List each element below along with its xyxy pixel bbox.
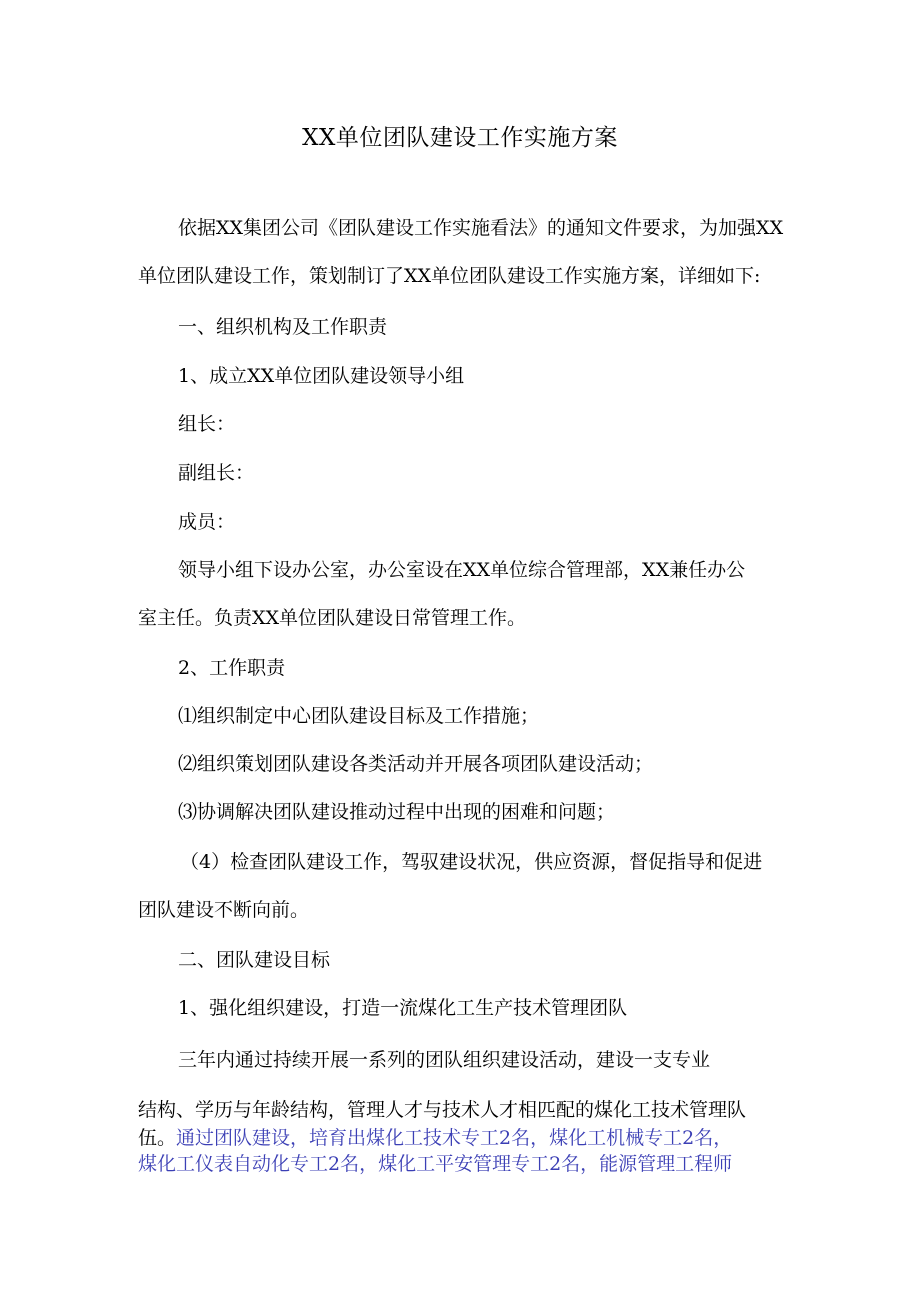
paragraph-line: 单位团队建设工作，策划制订了XX单位团队建设工作实施方案，详细如下: (138, 265, 761, 287)
members-label: 成员： (178, 511, 236, 533)
paragraph-line: 依据XX集团公司《团队建设工作实施看法》的通知文件要求，为加强XX (178, 217, 784, 239)
paragraph-line: 领导小组下设办公室，办公室设在XX单位综合管理部，XX兼任办公 (178, 559, 746, 581)
section-heading: 二、团队建设目标 (178, 949, 331, 971)
list-item: ⑶协调解决团队建设推动过程中出现的困难和问题； (178, 801, 616, 823)
paragraph-line: 三年内通过持续开展一系列的团队组织建设活动，建设一支专业 (178, 1049, 711, 1071)
section-heading: 一、组织机构及工作职责 (178, 316, 388, 338)
highlighted-paragraph-line: 煤化工仪表自动化专工2名，煤化工平安管理专工2名，能源管理工程师 (138, 1153, 733, 1175)
group-leader-label: 组长： (178, 413, 236, 435)
deputy-leader-label: 副组长： (178, 462, 255, 484)
paragraph-line: 室主任。负责XX单位团队建设日常管理工作。 (138, 607, 527, 629)
paragraph-line (138, 1124, 732, 1152)
subsection-heading: 2、工作职责 (178, 657, 286, 679)
document-title: XX单位团队建设工作实施方案 (302, 125, 618, 151)
list-item: ⑴组织制定中心团队建设目标及工作措施； (178, 705, 540, 727)
list-item: （4）检查团队建设工作，驾驭建设状况，供应资源，督促指导和促进 (180, 851, 763, 873)
subsection-heading: 1、成立XX单位团队建设领导小组 (178, 365, 465, 387)
list-item: ⑵组织策划团队建设各类活动并开展各项团队建设活动； (178, 753, 654, 775)
subsection-heading: 1、强化组织建设，打造一流煤化工生产技术管理团队 (178, 997, 628, 1019)
list-item-continuation: 团队建设不断向前。 (138, 899, 310, 921)
paragraph-text: 伍。 (138, 1127, 177, 1149)
highlighted-text: 通过团队建设，培育出煤化工技术专工2名，煤化工机械专工2名， (176, 1127, 733, 1149)
paragraph-line: 结构、学历与年龄结构，管理人才与技术人才相匹配的煤化工技术管理队 (138, 1099, 747, 1121)
